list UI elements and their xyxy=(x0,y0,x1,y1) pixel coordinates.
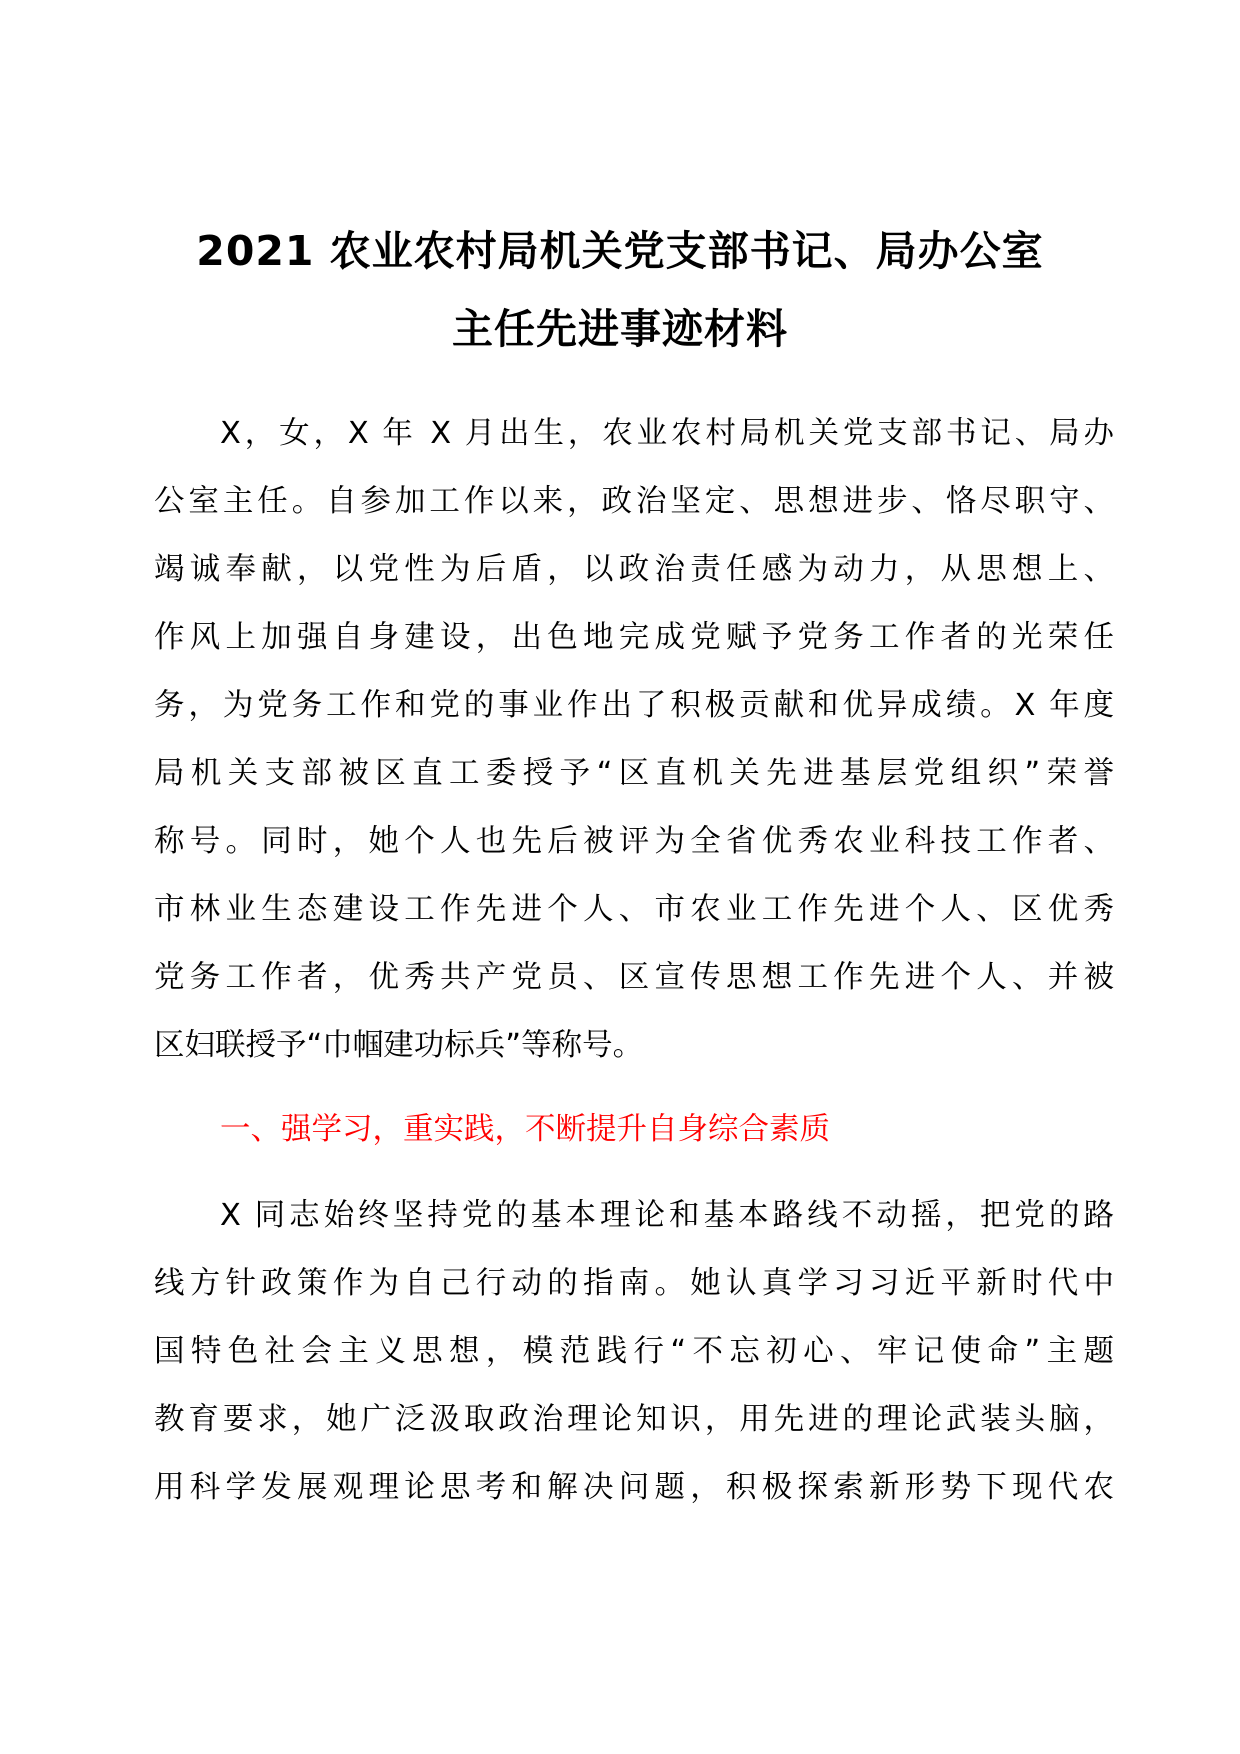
title-line-2: 主任先进事迹材料 xyxy=(452,305,788,353)
paragraph-line: 党务工作者，优秀共产党员、区宣传思想工作先进个人、并被 xyxy=(154,960,1114,995)
document-title xyxy=(140,212,1100,368)
paragraph-line: 竭诚奉献，以党性为后盾，以政治责任感为动力，从思想上、 xyxy=(154,552,1114,587)
paragraph-line: 作风上加强自身建设，出色地完成党赋予党务工作者的光荣任 xyxy=(154,620,1114,655)
paragraph-line: 公室主任。自参加工作以来，政治坚定、思想进步、恪尽职守、 xyxy=(154,484,1114,519)
paragraph-section1 xyxy=(154,1182,1114,1522)
paragraph-line: 用科学发展观理论思考和解决问题，积极探索新形势下现代农 xyxy=(154,1470,1114,1505)
paragraph-line: 局机关支部被区直工委授予“区直机关先进基层党组织”荣誉 xyxy=(154,756,1114,791)
paragraph-line: 国特色社会主义思想，模范践行“不忘初心、牢记使命”主题 xyxy=(154,1334,1114,1369)
section-heading: 一、强学习，重实践，不断提升自身综合素质 xyxy=(220,1112,830,1147)
paragraph-line: 区妇联授予“巾帼建功标兵”等称号。 xyxy=(154,1028,644,1063)
paragraph-line: 市林业生态建设工作先进个人、市农业工作先进个人、区优秀 xyxy=(154,892,1114,927)
paragraph-intro xyxy=(154,400,1114,1080)
paragraph-line: 教育要求，她广泛汲取政治理论知识，用先进的理论武装头脑， xyxy=(154,1402,1114,1437)
paragraph-line: 务，为党务工作和党的事业作出了积极贡献和优异成绩。X 年度 xyxy=(154,688,1114,723)
paragraph-line: X 同志始终坚持党的基本理论和基本路线不动摇，把党的路 xyxy=(220,1198,1114,1233)
paragraph-line: X，女，X 年 X 月出生，农业农村局机关党支部书记、局办 xyxy=(220,416,1114,451)
title-line-1: 2021 农业农村局机关党支部书记、局办公室 xyxy=(196,227,1044,275)
paragraph-line: 称号。同时，她个人也先后被评为全省优秀农业科技工作者、 xyxy=(154,824,1114,859)
paragraph-line: 线方针政策作为自己行动的指南。她认真学习习近平新时代中 xyxy=(154,1266,1114,1301)
